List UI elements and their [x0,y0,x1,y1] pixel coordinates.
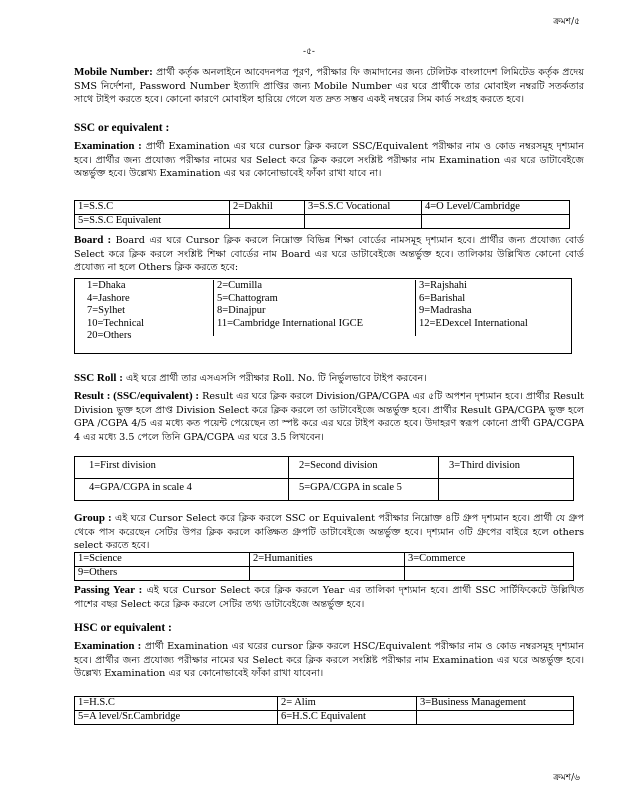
table-cell: 5=A level/Sr.Cambridge [75,711,278,725]
table-row [75,479,574,501]
table-cell [422,215,570,229]
passing-year-text: এই ঘরে Cursor Select করে ক্লিক করলে Year এর তালিকা দৃশ্যমান হবে। প্রার্থী SSC সার্টিফিকেটে উল্লিখিত পাশের বছর Select করে ক্লিক করলে সেটির তথ্য ডাটাবেইজে অন্তর্ভুক্ত হবে। [74,585,585,610]
result-table [74,456,574,501]
result-paragraph [74,390,584,444]
list-item: 6=Barishal [419,292,466,304]
table-cell: 4=GPA/CGPA in scale 4 [75,479,289,501]
board-column-1 [87,280,144,343]
group-paragraph [74,512,584,553]
list-item: 3=Rajshahi [419,280,467,291]
ssc-roll-paragraph [74,372,584,386]
board-column-3 [415,280,528,336]
page-number: -৫- [303,47,315,57]
mobile-number-text: প্রার্থী কর্তৃক অনলাইনে আবেদনপত্র পূরণ, পরীক্ষার ফি জমাদানের জন্য টেলিটক বাংলাদেশ লিমিটেড কর্তৃক প্রদেয় SMS নির্দেশনা, Password Number ইত্যাদি প্রাপ্তির জন্য Mobile Number এর ঘরে প্রার্থীকে তার মোবাইল নম্বরটি সতর্কতার সাথে টাইপ করতে হবে। কোনো কারণে মোবাইল হারিয়ে গেলে যত দ্রুত সম্ভব একই নম্বরের সিম কার্ড সংগ্রহ করতে হবে। [74,67,584,105]
group-table [74,552,574,581]
list-item: 1=Dhaka [87,280,126,291]
continuation-marker-top: ক্রমশ/৫ [553,17,580,27]
board-list [74,278,572,354]
table-cell: 9=Others [75,567,250,581]
mobile-number-label: Mobile Number: [74,66,153,78]
table-row [75,215,570,229]
table-cell: 1=Science [75,553,250,567]
ssc-roll-text: এই ঘরে প্রার্থী তার এসএসসি পরীক্ষার Roll. No. টি নির্ভুলভাবে টাইপ করবেন। [122,373,427,384]
hsc-examination-label: Examination : [74,640,142,652]
table-cell: 1=H.S.C [75,697,278,711]
table-cell: 2= Alim [278,697,417,711]
table-row [75,567,574,581]
list-item: 4=Jashore [87,292,130,304]
table-cell [405,567,574,581]
ssc-examination-table [74,200,570,229]
result-label: Result : (SSC/equivalent) : [74,390,200,402]
table-cell [305,215,422,229]
table-cell [230,215,305,229]
table-cell: 4=O Level/Cambridge [422,201,570,215]
board-paragraph [74,234,584,275]
table-cell: 6=H.S.C Equivalent [278,711,417,725]
board-text: Board এর ঘরে Cursor ক্লিক করলে নিম্নোক্ত বিভিন্ন শিক্ষা বোর্ডের নামসমূহ দৃশ্যমান হবে। প্রার্থীর জন্য প্রযোজ্য বোর্ড Select করে ক্লিক করলে সংশ্লিষ্ট শিক্ষা বোর্ডের নাম Board এর ঘরে ডাটাবেইজে অন্তর্ভুক্ত হবে। তালিকায় উল্লিখিত কোনো বোর্ড প্রযোজ্য না হলে Others ক্লিক করতে হবে: [74,235,585,273]
list-item: 2=Cumilla [217,280,263,291]
hsc-examination-table [74,696,574,725]
table-cell: 3=Commerce [405,553,574,567]
list-item: 20=Others [87,330,132,341]
list-item: 11=Cambridge International IGCE [217,317,364,329]
list-item: 10=Technical [87,317,145,329]
table-cell [417,711,574,725]
table-cell: 3=S.S.C Vocational [305,201,422,215]
board-column-2 [213,280,363,336]
hsc-heading: HSC or equivalent : [74,622,172,634]
table-cell: 2=Dakhil [230,201,305,215]
result-text: Result এর ঘরে ক্লিক করলে Division/GPA/CGPA এর ৫টি অপশন দৃশ্যমান হবে। প্রার্থীর Result Division ভুক্ত হলে প্রাপ্ত Division Select করে ক্লিক করলে তা ডাটাবেইজে অন্তর্ভুক্ত হবে। প্রার্থীর Result GPA/CGPA ভুক্ত হলে GPA /CGPA 4/5 এর মধ্যে কত পয়েন্ট পেয়েছেন তা স্পষ্ট করে এর ঘরে টাইপ করতে হবে। উদাহরণ স্বরূপ কোনো প্রার্থী GPA/CGPA 4 এর মধ্যে 3.5 পেলে তিনি GPA/CGPA এর ঘরে 3.5 লিখবেন। [74,391,584,443]
list-item: 9=Madrasha [419,305,472,316]
ssc-roll-label: SSC Roll : [74,372,123,384]
ssc-examination-text: প্রার্থী Examination এর ঘরে cursor ক্লিক করলে SSC/Equivalent পরীক্ষার নাম ও কোড নম্বরসমূহ দৃশ্যমান হবে। প্রার্থীর জন্য প্রযোজ্য পরীক্ষার নামের ঘর Select করে ক্লিক করলে সংশ্লিষ্ট পরীক্ষার নাম Examination এর ঘরে ডাটাবেইজে অন্তর্ভুক্ত হবে। উল্লেখ্য Examination এর ঘর কোনোভাবেই ফাঁকা রাখা যাবে না। [74,141,585,179]
table-cell: 3=Business Management [417,697,574,711]
list-item: 5=Chattogram [217,292,278,304]
list-item: 8=Dinajpur [217,305,266,316]
table-cell: 2=Humanities [250,553,405,567]
table-cell [439,479,574,501]
table-cell: 5=S.S.C Equivalent [75,215,230,229]
table-row [75,553,574,567]
hsc-examination-paragraph [74,640,584,681]
group-text: এই ঘরে Cursor Select করে ক্লিক করলে SSC or Equivalent পরীক্ষার নিম্নোক্ত ৪টি গ্রুপ দৃশ্যমান হবে। প্রার্থী যে গ্রুপ থেকে পাস করেছেন সেটির উপর ক্লিক করলে কাঙ্ক্ষিত গ্রুপটি ডাটাবেইজে অন্তর্ভুক্ত হবে। দৃশ্যমান ৩টি গ্রুপের বাইরে হলে others select করতে হবে। [74,513,584,551]
table-cell: 1=First division [75,457,289,479]
board-label: Board : [74,234,112,246]
list-item: 7=Sylhet [87,305,126,316]
list-item: 12=EDexcel International [419,317,528,329]
table-cell: 1=S.S.C [75,201,230,215]
ssc-heading: SSC or equivalent : [74,122,170,134]
passing-year-paragraph [74,584,584,611]
hsc-examination-text: প্রার্থী Examination এর ঘরের cursor ক্লিক করলে HSC/Equivalent পরীক্ষার নাম ও কোড নম্বরসমূহ দৃশ্যমান হবে। প্রার্থীর জন্য প্রযোজ্য পরীক্ষার নামের ঘর Select করে ক্লিক করলে সংশ্লিষ্ট পরীক্ষার নাম Examination এর ঘরে অন্তর্ভুক্ত হবে। উল্লেখ্য Examination এর ঘর কোনোভাবেই ফাঁকা রাখা যাবেনা। [74,641,584,679]
ssc-examination-paragraph [74,140,584,181]
table-row [75,697,574,711]
mobile-number-paragraph [74,66,584,107]
ssc-examination-label: Examination : [74,140,142,152]
table-cell: 5=GPA/CGPA in scale 5 [289,479,439,501]
passing-year-label: Passing Year : [74,584,143,596]
continuation-marker-bottom: ক্রমশ/৬ [553,773,580,783]
group-label: Group : [74,512,112,524]
table-row [75,457,574,479]
table-row [75,711,574,725]
table-cell: 3=Third division [439,457,574,479]
table-cell: 2=Second division [289,457,439,479]
table-row [75,201,570,215]
table-cell [250,567,405,581]
